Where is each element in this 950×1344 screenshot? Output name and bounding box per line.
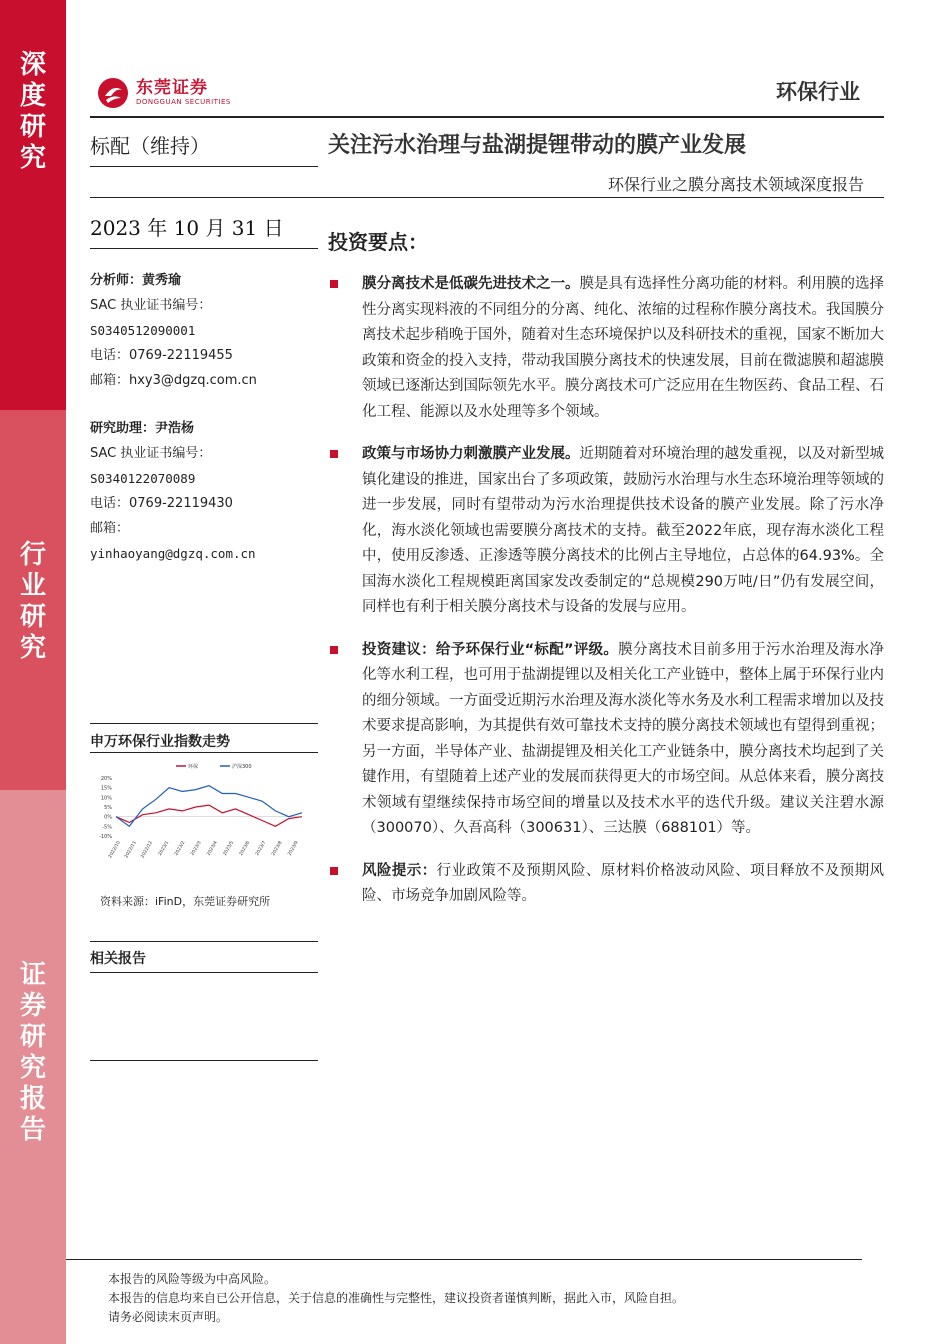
bullet-policy-market (328, 442, 884, 621)
assistant-sac-number: S0340122070089 (90, 471, 196, 486)
legend-label-1: 沪深300 (232, 764, 252, 770)
bullet-marker-icon (330, 450, 338, 458)
analyst-phone: 电话：0769-22119455 (90, 348, 233, 363)
chart-title-divider (90, 752, 318, 753)
logo-mark-icon (96, 76, 130, 110)
bullet-marker-icon (330, 867, 338, 875)
analyst-name: 分析师：黄秀瑜 (90, 273, 182, 288)
x-tick-label: 2023/5 (222, 840, 236, 857)
investment-bullets (328, 272, 884, 927)
bullet-body: 近期随着对环境治理的越发重视，以及对新型城镇化建设的推进，国家出台了多项政策，鼓励污水治理与水生态环境治理等领域的进一步发展，同时有望带动为污水治理提供技术设备的膜产业发展。除了污水净化，海水淡化领域也需要膜分离技术的支持。截至2022年底，现存海水淡化工程中，使用反渗透、正渗透等膜分离技术的比例占主导地位，占总体的64.93%。全国海水淡化工程规模距离国家发改委制定的“总规模290万吨/日”仍有发展空间，同样也有利于相关膜分离技术与设备的发展与应用。 (362, 446, 884, 615)
x-tick-label: 2022/10 (108, 840, 122, 860)
series-line-1 (116, 786, 302, 827)
x-tick-label: 2023/1 (158, 840, 171, 857)
disclaimer-line: 请务必阅读末页声明。 (108, 1310, 229, 1324)
assistant-name: 研究助理：尹浩杨 (90, 421, 195, 436)
bullet-lead: 风险提示： (362, 862, 437, 879)
assistant-info (90, 416, 320, 566)
related-title-divider (90, 972, 318, 973)
assistant-sac-label: SAC 执业证书编号： (90, 446, 212, 461)
assistant-email[interactable]: yinhaoyang@dgzq.com.cn (90, 546, 256, 561)
disclaimer (108, 1270, 684, 1327)
logo-chinese-name: 东莞证券 (136, 78, 208, 98)
x-tick-label: 2023/9 (287, 840, 300, 857)
footer-divider (66, 1259, 862, 1260)
legend-label-0: 环保 (188, 764, 199, 770)
bullet-lead: 投资建议：给予环保行业“标配”评级。 (362, 641, 619, 658)
rating-label: 标配（维持） (90, 134, 210, 158)
rating-divider (90, 166, 318, 167)
disclaimer-line: 本报告的信息均来自已公开信息，关于信息的准确性与完整性，建议投资者谨慎判断，据此入市，风险自担。 (108, 1291, 685, 1305)
y-tick-label: 5% (104, 805, 112, 811)
subtitle-divider (90, 197, 884, 198)
bullet-marker-icon (330, 280, 338, 288)
analyst-email[interactable]: 邮箱：hxy3@dgzq.com.cn (90, 373, 257, 388)
industry-label: 环保行业 (776, 80, 860, 104)
analyst-sac-number: S0340512090001 (90, 323, 196, 338)
bullet-marker-icon (330, 646, 338, 654)
header-divider (90, 116, 884, 118)
disclaimer-line: 本报告的风险等级为中高风险。 (108, 1272, 277, 1286)
bullet-body: 行业政策不及预期风险、原材料价格波动风险、项目释放不及预期风险、市场竞争加剧风险等。 (362, 862, 885, 904)
sidebar-label-deep-research: 深度研究 (19, 50, 46, 173)
sidebar-section-industry-research (0, 410, 66, 790)
chart-top-divider (90, 723, 318, 724)
y-tick-label: 0% (104, 814, 112, 821)
chart-source: 资料来源：iFinD，东莞证券研究所 (100, 895, 271, 908)
y-tick-label: 20% (100, 776, 112, 782)
y-tick-label: 15% (100, 785, 112, 792)
x-tick-label: 2023/7 (255, 840, 268, 857)
bullet-body: 膜是具有选择性分离功能的材料。利用膜的选择性分离实现料液的不同组分的分离、纯化、浓缩的过程称作膜分离技术。我国膜分离技术起步稍晚于国外，随着对生态环境保护以及科研技术的重视，国家不断加大政策和资金的投入支持，带动我国膜分离技术的快速发展，目前在微滤膜和超滤膜领域已逐渐达到国际领先水平。膜分离技术可广泛应用在生物医药、食品工程、石化工程、能源以及水处理等多个领域。 (362, 276, 884, 420)
x-tick-label: 2023/4 (206, 840, 219, 857)
bullet-membrane-tech (328, 272, 884, 425)
x-tick-label: 2023/2 (174, 840, 187, 857)
related-reports-title: 相关报告 (90, 951, 146, 967)
x-tick-label: 2022/11 (124, 840, 138, 860)
assistant-email-label: 邮箱： (90, 521, 130, 536)
sidebar-section-securities-report (0, 790, 66, 1344)
report-title: 关注污水治理与盐湖提锂带动的膜产业发展 (328, 133, 747, 158)
left-sidebar (0, 0, 66, 1344)
related-bottom-divider (90, 1060, 318, 1061)
y-tick-label: 10% (100, 795, 112, 802)
bullet-lead: 政策与市场协力刺激膜产业发展。 (362, 446, 580, 462)
date-divider (90, 248, 318, 249)
analyst-sac-label: SAC 执业证书编号： (90, 298, 212, 313)
bullet-risk-warning (328, 859, 884, 910)
y-tick-label: -10% (99, 834, 112, 840)
assistant-phone: 电话：0769-22119430 (90, 496, 233, 511)
index-trend-chart (90, 758, 316, 878)
bullet-body: 膜分离技术目前多用于污水治理及海水净化等水利工程，也可用于盐湖提锂以及相关化工产业链中，整体上属于环保行业内的细分领域。一方面受近期污水治理及海水淡化等水务及水利工程需求增加以及技术要求提高影响，为其提供有效可靠技术支持的膜分离技术领域也有望得到重视；另一方面，半导体产业、盐湖提锂及相关化工产业链条中，膜分离技术均起到了关键作用，有望随着上述产业的发展而获得更大的市场空间。从总体来看，膜分离技术领域有望继续保持市场空间的增量以及技术水平的迭代升级。建议关注碧水源（300070）、久吾高科（300631）、三达膜（688101）等。 (362, 641, 884, 836)
sidebar-label-industry-research: 行业研究 (19, 540, 46, 663)
company-logo (96, 76, 231, 110)
report-date: 2023 年 10 月 31 日 (90, 216, 284, 240)
report-subtitle: 环保行业之膜分离技术领域深度报告 (607, 175, 864, 194)
x-tick-label: 2022/12 (140, 840, 155, 860)
analyst-info (90, 268, 320, 393)
logo-english-name: DONGGUAN SECURITIES (136, 98, 231, 106)
x-tick-label: 2023/6 (238, 840, 252, 857)
y-tick-label: -5% (102, 824, 112, 831)
related-top-divider (90, 941, 318, 942)
x-tick-label: 2023/8 (271, 840, 284, 857)
investment-highlights-heading: 投资要点： (328, 230, 428, 254)
bullet-investment-advice (328, 638, 884, 842)
sidebar-section-deep-research (0, 0, 66, 410)
bullet-lead: 膜分离技术是低碳先进技术之一。 (362, 276, 580, 292)
sidebar-label-securities-report: 证券研究报告 (19, 960, 46, 1145)
chart-title: 申万环保行业指数走势 (90, 734, 230, 750)
x-tick-label: 2023/3 (190, 840, 203, 857)
